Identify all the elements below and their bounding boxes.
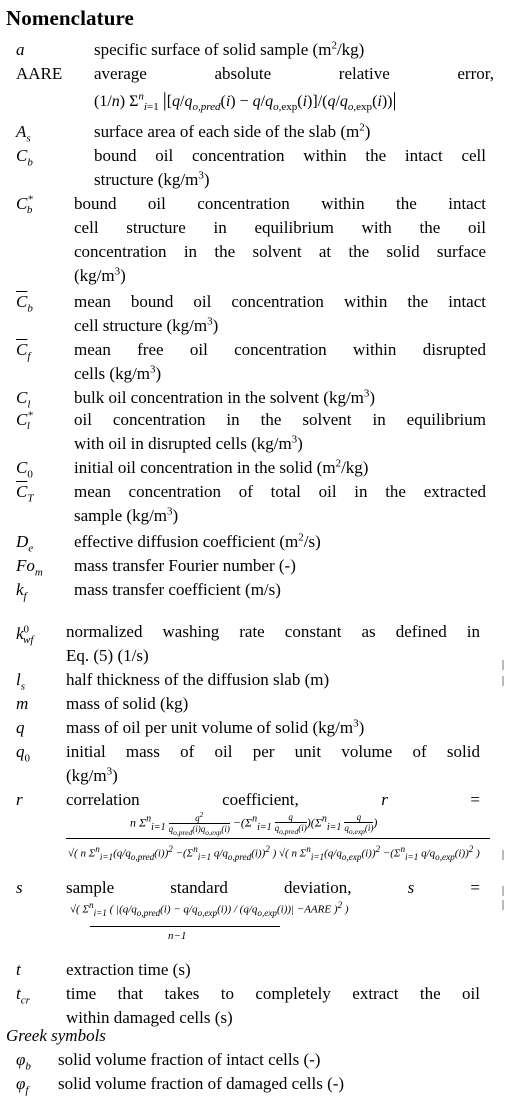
definition-cb-bar: mean bound oil concentration within the intact cell structure $(kg/m^3)$ (74, 292, 486, 335)
symbol-cl: $C_l$ (16, 388, 31, 411)
margin-mark (502, 660, 504, 670)
definition-cb: bound oil concentration within the intact cell structure $(kg/m^3)$ (94, 146, 486, 189)
definition-cl-star: oil concentration in the solvent in equilibrium with oil in disrupted cells $(kg/m^3)$ (74, 410, 486, 453)
margin-mark (502, 850, 504, 860)
definition-kf: mass transfer coefficient (m/s) (74, 580, 281, 599)
symbol-q: q (16, 718, 25, 737)
definition-aare-line1: average absolute relative error, (94, 64, 494, 83)
definition-kwf: normalized washing rate constant as defined in Eq. (5) (1/s) (66, 622, 480, 665)
margin-mark (502, 900, 504, 910)
symbol-phi-b: $\varphi_b$ (16, 1050, 31, 1073)
definition-q: mass of oil per unit volume of solid $(kg/m^3)$ (66, 717, 365, 737)
symbol-ct-bar: $\overline{C}_T$ (16, 482, 34, 505)
definition-aare-formula: (1/n) $\Sigma^n_{i=1}$ $|[q/q_{o,pred}(i) - q/q_{o,exp}(i)]/(q/q_{o,exp}(i))|$ (94, 89, 397, 114)
symbol-t: t (16, 960, 21, 979)
symbol-m: m (16, 694, 29, 713)
formula-s: √( $\Sigma^n_{i=1}$ ( $|(q/q_{o,pred}(i) - q/q_{o,exp}(i)) / (q/q_{o,exp}(i))|$ −AARE )$^2$ ) (70, 900, 349, 918)
nomenclature-heading: Nomenclature (6, 6, 134, 30)
symbol-s: s (16, 878, 23, 897)
symbol-cb: $C_b$ (16, 146, 33, 169)
symbol-aare: AARE (16, 64, 63, 83)
definition-ls: half thickness of the diffusion slab (m) (66, 670, 330, 689)
definition-q0: initial mass of oil per unit volume of solid $(kg/m^3)$ (66, 742, 480, 785)
symbol-de: $D_e$ (16, 532, 34, 555)
symbol-kwf: $k^0_{wf}$ (16, 623, 34, 647)
symbol-cb-bar: $\overline{C}_b$ (16, 292, 33, 315)
definition-phi-b: solid volume fraction of intact cells (-) (58, 1050, 321, 1069)
definition-as: surface area of each side of the slab $(m^2)$ (94, 121, 371, 141)
definition-cf-bar: mean free oil concentration within disrupted cells $(kg/m^3)$ (74, 340, 486, 383)
symbol-a: a (16, 40, 25, 59)
symbol-q0: $q_0$ (16, 742, 30, 765)
symbol-tcr: $t_{cr}$ (16, 984, 30, 1007)
definition-cl: bulk oil concentration in the solvent $(kg/m^3)$ (74, 387, 376, 407)
formula-r-numerator: n $\Sigma^n_{i=1}$ $q^2$ $q_{o,pred}(i)q_{o,exp}(i)$ $-(\Sigma^n_{i=1}$ q $q_{o,pred}(i)$ )($\Sigma^n_{i=1}$ $\frac{q}{q_{o,exp}(i)}$ ) (130, 810, 378, 837)
margin-mark (502, 676, 504, 686)
definition-c0: initial oil concentration in the solid $(m^2/kg)$ (74, 457, 369, 477)
formula-r-denominator: √( n $\Sigma^n_{i=1}(q/q_{o,pred}(i))^2 -(\Sigma^n_{i=1}$ $q/q_{o,pred}(i))^2$ ) √( n $\Sigma^n_{i=1}(q/q_{o,exp}(i))^2 -(\Sigma^n_{i=1}$ $q/q_{o,exp}(i))^2$ ) (68, 844, 480, 862)
definition-a: specific surface of solid sample $(m^2/kg)$ (94, 39, 365, 59)
symbol-ls: $l_s$ (16, 670, 26, 693)
symbol-cf-bar: $\overline{C}_f$ (16, 340, 31, 363)
definition-fom: mass transfer Fourier number (-) (74, 556, 296, 575)
fraction-bar-s (90, 926, 280, 927)
definition-m: mass of solid (kg) (66, 694, 189, 713)
formula-s-denominator: n−1 (168, 930, 187, 942)
fraction-bar-r (66, 838, 490, 839)
definition-phi-f: solid volume fraction of damaged cells (-) (58, 1074, 345, 1093)
symbol-fom: $Fo_m$ (16, 556, 43, 579)
definition-cb-star: bound oil concentration within the intact cell structure in equilibrium with the oil concentration in the solvent at the solid surface $(kg/m^3)$ (74, 194, 486, 285)
margin-mark (502, 886, 504, 896)
symbol-r: r (16, 790, 23, 809)
greek-symbols-heading: Greek symbols (6, 1026, 106, 1045)
definition-s: sample standard deviation, s = (66, 878, 480, 897)
definition-r: correlation coefficient, r = (66, 790, 480, 809)
symbol-kf: $k_f$ (16, 580, 27, 603)
symbol-phi-f: $\varphi_f$ (16, 1074, 29, 1097)
symbol-cb-star: $C^*_b$ (16, 193, 33, 217)
definition-de: effective diffusion coefficient $(m^2/s)$ (74, 531, 321, 551)
definition-tcr: time that takes to completely extract the oil within damaged cells (s) (66, 984, 480, 1027)
definition-t: extraction time (s) (66, 960, 191, 979)
definition-ct-bar: mean concentration of total oil in the extracted sample $(kg/m^3)$ (74, 482, 486, 525)
symbol-c0: $C_0$ (16, 458, 33, 481)
symbol-cl-star: $C^*_l$ (16, 409, 33, 433)
symbol-as: $A_s$ (16, 122, 31, 145)
